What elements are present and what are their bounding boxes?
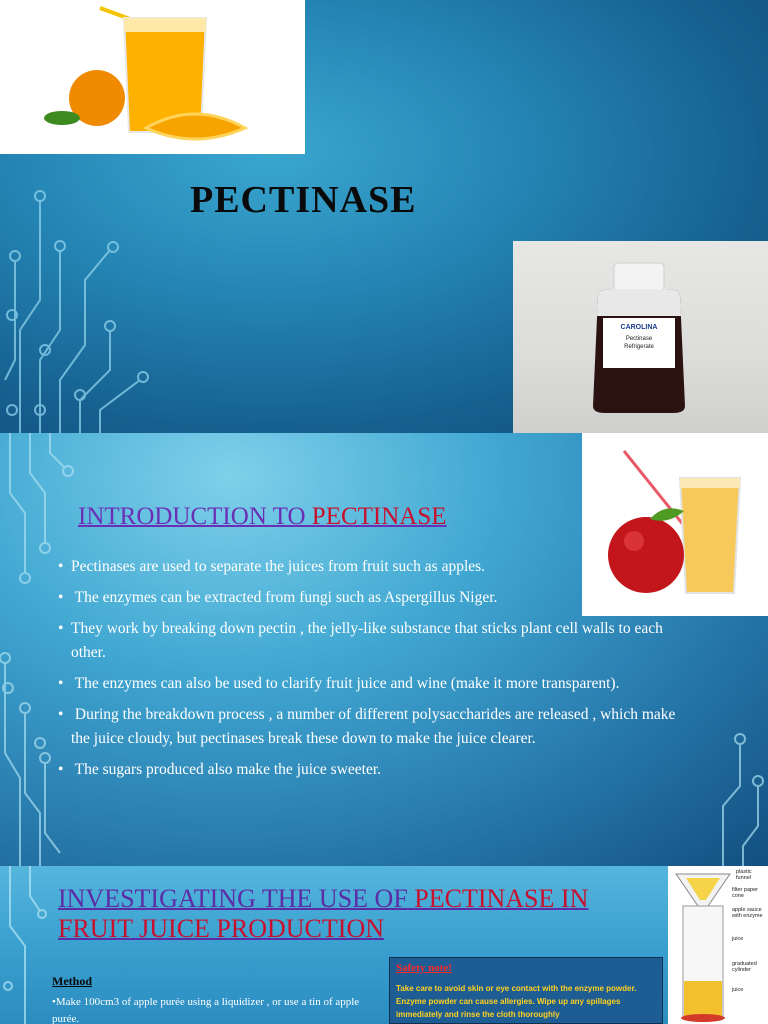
heading-part2: IN FRUIT JUICE PRODUCTION (58, 884, 589, 943)
label-cone: filter paper cone (732, 887, 758, 899)
circuit-decoration-left (0, 866, 50, 1024)
label-cylinder: graduated cylinder (732, 961, 757, 973)
safety-note-box (389, 957, 663, 1024)
label-sauce: apple sauce with enzyme (732, 907, 763, 919)
bottle-brand: CAROLINA (620, 324, 658, 331)
safety-title: Safety note! (396, 962, 452, 974)
slide-title-text: PECTINASE (190, 179, 417, 221)
bottle-name: Pectinase (625, 336, 653, 342)
list-item: • The sugars produced also make the juice sweeter. (58, 758, 698, 782)
list-item: • Pectinases are used to separate the juices from fruit such as apples. (58, 555, 698, 579)
section-heading (78, 503, 447, 531)
slide-investigation (0, 866, 768, 1024)
label-funnel: plastic funnel (736, 869, 752, 881)
list-item: • The enzymes can be extracted from fungi such as Aspergillus Niger. (58, 586, 698, 610)
heading-part1: INVESTIGATING THE USE OF (58, 884, 415, 913)
safety-text: Take care to avoid skin or eye contact with the enzyme powder. Enzyme powder can cause allergies. Wipe up any spillages immediately and rinse the cloth thoroughly (396, 984, 637, 1019)
heading-highlight: PECTINASE (414, 884, 555, 913)
heading-prefix: INTRODUCTION TO (78, 503, 312, 530)
funnel-diagram-image (668, 866, 768, 1024)
circuit-decoration-right (708, 726, 768, 866)
label-juice-bottom: juice (732, 987, 744, 993)
label-juice-top: juice (732, 936, 744, 942)
list-item: • During the breakdown process , a number of different polysaccharides are released , which make the juice cloudy, but pectinases break these down to make the juice clearer. (58, 703, 698, 751)
bottle-note: Refrigerate (624, 344, 654, 350)
section-heading (58, 884, 668, 944)
orange-juice-image (0, 0, 305, 154)
heading-highlight: PECTINASE (311, 503, 447, 530)
slide-introduction (0, 433, 768, 866)
method-step: •Make 100cm3 of apple purée using a liquidizer , or use a tin of apple purée. (52, 996, 360, 1024)
list-item: • The enzymes can also be used to clarify fruit juice and wine (make it more transparent). (58, 672, 698, 696)
slide-title (0, 0, 768, 433)
list-item: • They work by breaking down pectin , the jelly-like substance that sticks plant cell walls to each other. (58, 617, 698, 665)
method-label: Method (52, 974, 92, 988)
pectinase-bottle-image (513, 241, 768, 433)
bullet-list (58, 555, 698, 789)
